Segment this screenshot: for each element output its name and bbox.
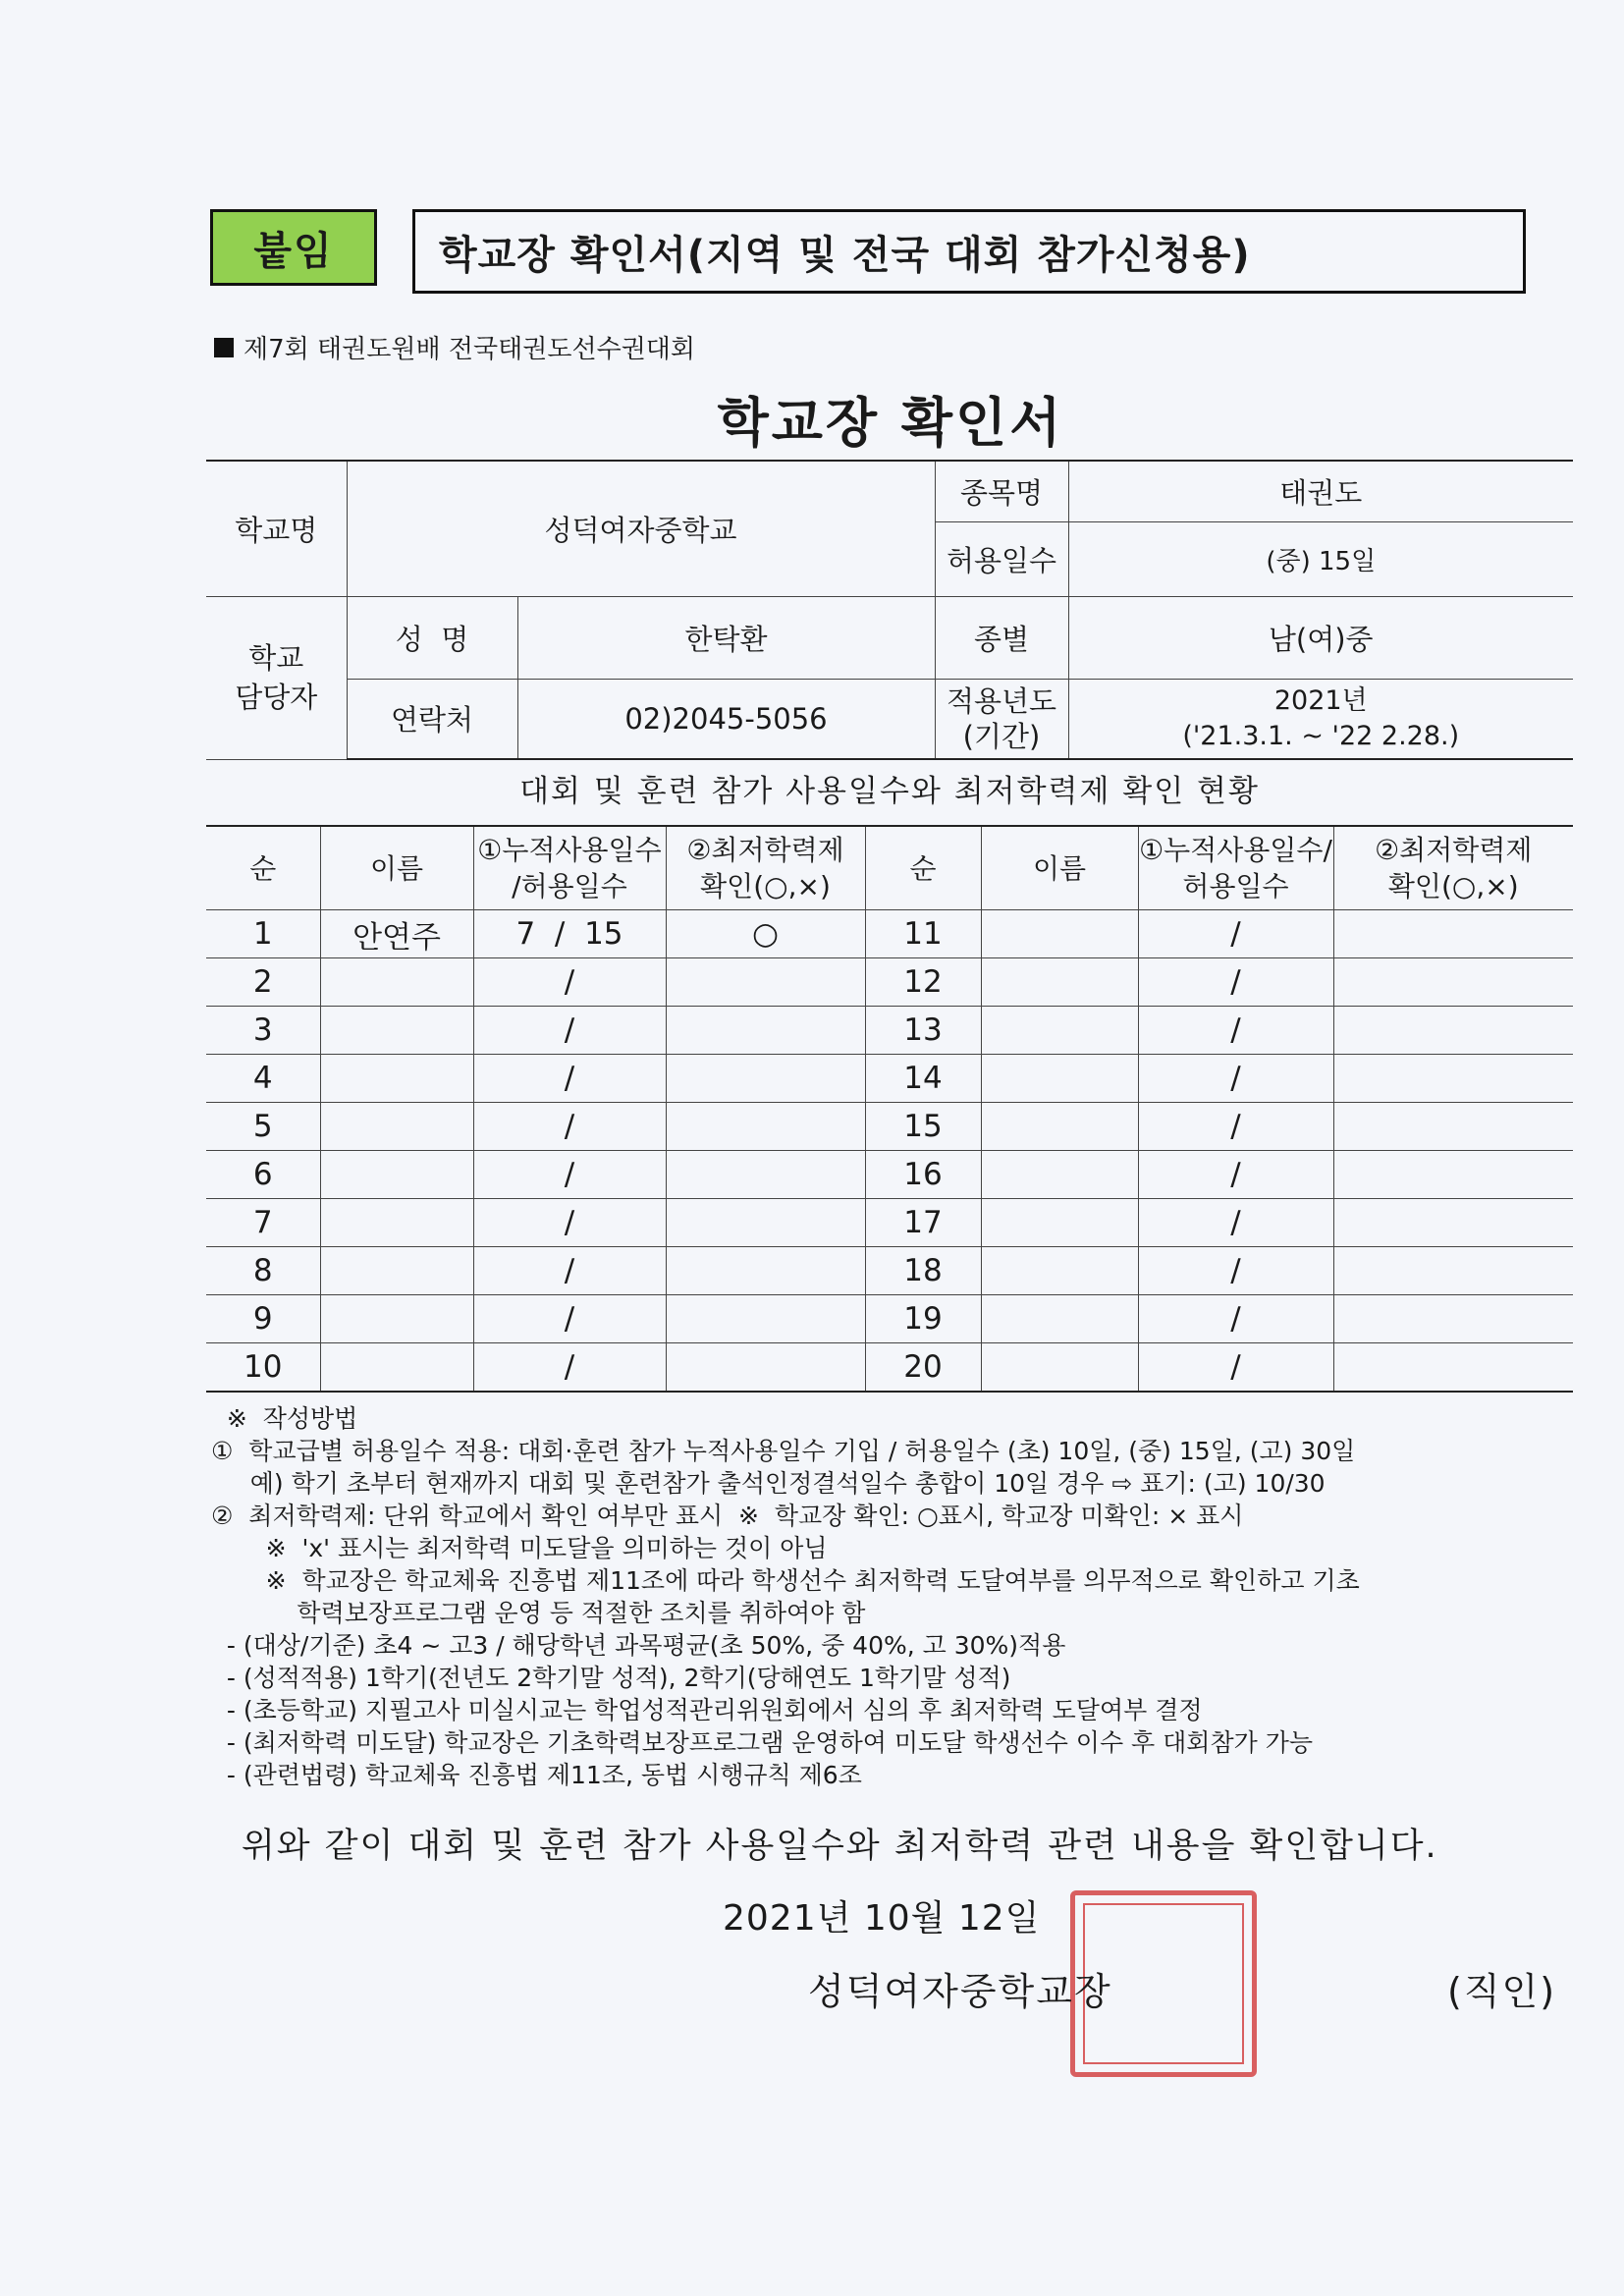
allowed-days-label: 허용일수	[935, 521, 1068, 596]
row-no-right: 13	[865, 1007, 981, 1055]
row-confirm-right	[1333, 1055, 1573, 1103]
row-name	[320, 1103, 473, 1151]
row-no-right: 15	[865, 1103, 981, 1151]
row-confirm: ○	[666, 910, 865, 958]
instruction-line: ① 학교급별 허용일수 적용: 대회·훈련 참가 누적사용일수 기입 / 허용일수 (초) 10일, (중) 15일, (고) 30일	[211, 1437, 1356, 1465]
header-name: 이름	[320, 826, 473, 910]
instruction-line: - (관련법령) 학교체육 진흥법 제11조, 동법 시행규칙 제6조	[211, 1761, 862, 1789]
issue-date: 2021년 10월 12일	[723, 1898, 1041, 1939]
row-no: 2	[206, 958, 320, 1007]
row-days-right: /	[1138, 1343, 1333, 1393]
row-no-right: 20	[865, 1343, 981, 1393]
instruction-line: - (대상/기준) 초4 ~ 고3 / 해당학년 과목평균(초 50%, 중 40%, 고 30%)적용	[211, 1631, 1066, 1660]
row-confirm	[666, 958, 865, 1007]
row-name-right	[981, 958, 1138, 1007]
row-no: 4	[206, 1055, 320, 1103]
row-confirm	[666, 1247, 865, 1295]
event-name: 제7회 태권도원배 전국태권도선수권대회	[244, 335, 696, 364]
attachment-badge: 붙임	[210, 209, 377, 286]
year-label: 적용년도 (기간)	[935, 679, 1068, 759]
status-header-row	[206, 826, 1573, 910]
row-name: 안연주	[320, 910, 473, 958]
name-value: 한탁환	[517, 596, 935, 679]
signer-name: 성덕여자중학교장	[808, 1970, 1112, 2013]
row-name-right	[981, 1295, 1138, 1343]
row-name-right	[981, 910, 1138, 958]
table-row	[206, 1247, 1573, 1295]
instruction-line: 예) 학기 초부터 현재까지 대회 및 훈련참가 출석인정결석일수 총합이 10일 경우 ⇨ 표기: (고) 10/30	[211, 1469, 1326, 1498]
row-days: /	[473, 1247, 666, 1295]
form-title-box: 학교장 확인서(지역 및 전국 대회 참가신청용)	[412, 209, 1526, 294]
table-row	[206, 1343, 1573, 1393]
row-no-right: 19	[865, 1295, 981, 1343]
row-name	[320, 1247, 473, 1295]
row-days: /	[473, 1055, 666, 1103]
row-no: 5	[206, 1103, 320, 1151]
row-confirm	[666, 1343, 865, 1393]
row-name-right	[981, 1199, 1138, 1247]
instruction-line: 학력보장프로그램 운영 등 적절한 조치를 취하여야 함	[211, 1599, 866, 1627]
row-days: /	[473, 1103, 666, 1151]
instruction-line: ② 최저학력제: 단위 학교에서 확인 여부만 표시 ※ 학교장 확인: ○표시, 학교장 미확인: × 표시	[211, 1502, 1244, 1530]
row-no: 10	[206, 1343, 320, 1393]
row-no: 7	[206, 1199, 320, 1247]
table-row	[206, 958, 1573, 1007]
row-name-right	[981, 1151, 1138, 1199]
row-name-right	[981, 1343, 1138, 1393]
header-confirm: ②최저학력제 확인(○,×)	[666, 826, 865, 910]
status-table	[206, 825, 1573, 1393]
header-days-right: ①누적사용일수/ 허용일수	[1138, 826, 1333, 910]
header-days: ①누적사용일수 /허용일수	[473, 826, 666, 910]
table-row	[206, 1055, 1573, 1103]
row-confirm-right	[1333, 1295, 1573, 1343]
row-name-right	[981, 1103, 1138, 1151]
manager-label: 학교 담당자	[206, 596, 347, 759]
row-no-right: 17	[865, 1199, 981, 1247]
row-no: 8	[206, 1247, 320, 1295]
row-name-right	[981, 1247, 1138, 1295]
contact-value: 02)2045-5056	[517, 679, 935, 759]
row-name	[320, 1199, 473, 1247]
row-days: /	[473, 1199, 666, 1247]
row-confirm-right	[1333, 1247, 1573, 1295]
type-value: 남(여)중	[1068, 596, 1573, 679]
row-no-right: 11	[865, 910, 981, 958]
seal-label: (직인)	[1447, 1970, 1557, 2013]
instruction-line: - (성적적용) 1학기(전년도 2학기말 성적), 2학기(당해연도 1학기말 성적)	[211, 1664, 1011, 1692]
row-name	[320, 1343, 473, 1393]
row-days-right: /	[1138, 1007, 1333, 1055]
instruction-line: ※ 작성방법	[211, 1404, 358, 1433]
row-days: 7 / 15	[473, 910, 666, 958]
row-name	[320, 1295, 473, 1343]
row-days: /	[473, 958, 666, 1007]
row-days: /	[473, 1151, 666, 1199]
header-no-right: 순	[865, 826, 981, 910]
instruction-line: ※ 'x' 표시는 최저학력 미도달을 의미하는 것이 아님	[211, 1534, 828, 1562]
event-line	[214, 329, 695, 365]
row-no: 6	[206, 1151, 320, 1199]
writing-instructions	[211, 1402, 1586, 1791]
type-label: 종별	[935, 596, 1068, 679]
row-name	[320, 958, 473, 1007]
year-value: 2021년 ('21.3.1. ~ '22 2.28.)	[1068, 679, 1573, 759]
row-days-right: /	[1138, 1103, 1333, 1151]
row-confirm-right	[1333, 958, 1573, 1007]
row-confirm	[666, 1151, 865, 1199]
table-row	[206, 1295, 1573, 1343]
row-confirm-right	[1333, 1103, 1573, 1151]
main-title: 학교장 확인서	[717, 392, 1064, 454]
sport-label: 종목명	[935, 461, 1068, 521]
row-confirm	[666, 1199, 865, 1247]
row-days-right: /	[1138, 1199, 1333, 1247]
row-confirm-right	[1333, 1151, 1573, 1199]
header-name-right: 이름	[981, 826, 1138, 910]
row-days-right: /	[1138, 1247, 1333, 1295]
row-name-right	[981, 1007, 1138, 1055]
sport-value: 태권도	[1068, 461, 1573, 521]
row-days-right: /	[1138, 958, 1333, 1007]
row-name	[320, 1007, 473, 1055]
row-confirm	[666, 1055, 865, 1103]
row-days-right: /	[1138, 1055, 1333, 1103]
row-no-right: 14	[865, 1055, 981, 1103]
row-days-right: /	[1138, 1151, 1333, 1199]
table-row	[206, 1103, 1573, 1151]
row-days-right: /	[1138, 910, 1333, 958]
row-confirm	[666, 1007, 865, 1055]
row-name	[320, 1055, 473, 1103]
table-row	[206, 1151, 1573, 1199]
status-title: 대회 및 훈련 참가 사용일수와 최저학력제 확인 현황	[519, 774, 1260, 809]
row-no: 3	[206, 1007, 320, 1055]
contact-label: 연락처	[347, 679, 517, 759]
row-no-right: 18	[865, 1247, 981, 1295]
row-name	[320, 1151, 473, 1199]
table-row	[206, 1199, 1573, 1247]
row-confirm-right	[1333, 1343, 1573, 1393]
row-confirm	[666, 1103, 865, 1151]
row-no: 1	[206, 910, 320, 958]
table-row	[206, 910, 1573, 958]
row-no-right: 16	[865, 1151, 981, 1199]
row-days: /	[473, 1007, 666, 1055]
square-bullet-icon	[214, 338, 234, 357]
row-days: /	[473, 1295, 666, 1343]
school-value: 성덕여자중학교	[347, 461, 935, 596]
row-confirm-right	[1333, 1007, 1573, 1055]
row-confirm	[666, 1295, 865, 1343]
row-days-right: /	[1138, 1295, 1333, 1343]
instruction-line: - (최저학력 미도달) 학교장은 기초학력보장프로그램 운영하여 미도달 학생선수 이수 후 대회참가 가능	[211, 1728, 1313, 1757]
row-days: /	[473, 1343, 666, 1393]
closing-statement: 위와 같이 대회 및 훈련 참가 사용일수와 최저학력 관련 내용을 확인합니다.	[242, 1827, 1438, 1866]
row-no-right: 12	[865, 958, 981, 1007]
table-row	[206, 1007, 1573, 1055]
header-no: 순	[206, 826, 320, 910]
row-confirm-right	[1333, 910, 1573, 958]
school-label: 학교명	[206, 461, 347, 596]
row-no: 9	[206, 1295, 320, 1343]
info-table	[206, 460, 1573, 760]
row-confirm-right	[1333, 1199, 1573, 1247]
row-name-right	[981, 1055, 1138, 1103]
instruction-line: - (초등학교) 지필고사 미실시교는 학업성적관리위원회에서 심의 후 최저학력 도달여부 결정	[211, 1696, 1203, 1724]
status-table-body	[206, 826, 1573, 1392]
instruction-line: ※ 학교장은 학교체육 진흥법 제11조에 따라 학생선수 최저학력 도달여부를 의무적으로 확인하고 기초	[211, 1566, 1360, 1595]
header-confirm-right: ②최저학력제 확인(○,×)	[1333, 826, 1573, 910]
allowed-days-value: (중) 15일	[1068, 521, 1573, 596]
name-label: 성 명	[347, 596, 517, 679]
